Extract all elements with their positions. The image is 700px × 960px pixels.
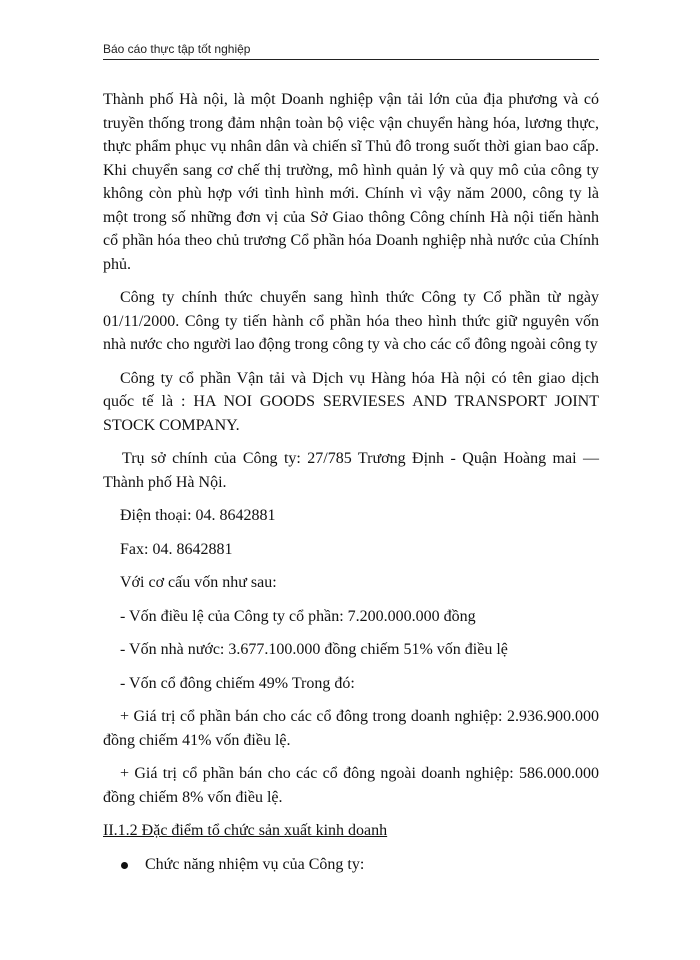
phone-line: Điện thoại: 04. 8642881 <box>120 507 276 524</box>
paragraph-trade-name: Công ty cổ phần Vận tải và Dịch vụ Hàng hóa Hà nội có tên giao dịch quốc tế là : HA NOI GOODS SERVIESES AND TRANSPORT JOINT STOCK COMPANY. <box>103 369 599 434</box>
capital-shareholders: - Vốn cổ đông chiếm 49% Trong đó: <box>120 674 355 692</box>
share-internal: + Giá trị cổ phần bán cho các cổ đông trong doanh nghiệp: 2.936.900.000 đồng chiếm 41% vốn điều lệ. <box>103 708 599 749</box>
bullet-item <box>103 853 599 877</box>
document-body <box>103 88 599 876</box>
bullet-text: Chức năng nhiệm vụ của Công ty: <box>145 855 365 873</box>
capital-state: - Vốn nhà nước: 3.677.100.000 đồng chiếm 51% vốn điều lệ <box>120 641 508 658</box>
capital-charter: - Vốn điều lệ của Công ty cổ phần: 7.200.000.000 đồng <box>120 607 476 625</box>
paragraph-history: Thành phố Hà nội, là một Doanh nghiệp vận tải lớn của địa phương và có truyền thống trong đảm nhận toàn bộ việc vận chuyển hàng hóa, lương thực, thực phẩm phục vụ nhân dân và chiến sĩ Thủ đô trong suốt thời gian bao cấp. Khi chuyển sang cơ chế thị trường, mô hình quản lý và quy mô của công ty không còn phù hợp với tình hình mới. Chính vì vậy năm 2000, công ty là một trong số những đơn vị của Sở Giao thông Công chính Hà nội tiến hành cổ phần hóa theo chủ trương Cổ phần hóa Doanh nghiệp nhà nước của Chính phủ. <box>103 91 599 273</box>
share-external: + Giá trị cổ phần bán cho các cổ đông ngoài doanh nghiệp: 586.000.000 đồng chiếm 8% vốn điều lệ. <box>103 765 599 806</box>
fax-line: Fax: 04. 8642881 <box>120 540 233 558</box>
section-heading: II.1.2 Đặc điểm tổ chức sản xuất kinh doanh <box>103 822 388 839</box>
paragraph-equitization: Công ty chính thức chuyển sang hình thức Công ty Cổ phần từ ngày 01/11/2000. Công ty tiến hành cổ phần hóa theo hình thức giữ nguyên vốn nhà nước cho người lao động trong công ty và cho các cổ đông ngoài công ty <box>103 289 599 353</box>
paragraph-headquarters: Trụ sở chính của Công ty: 27/785 Trương Định - Quận Hoàng mai — Thành phố Hà Nội. <box>103 450 599 491</box>
capital-intro: Với cơ cấu vốn như sau: <box>120 574 277 591</box>
bullet-icon <box>121 862 128 869</box>
page-header: Báo cáo thực tập tốt nghiệp <box>103 42 599 60</box>
